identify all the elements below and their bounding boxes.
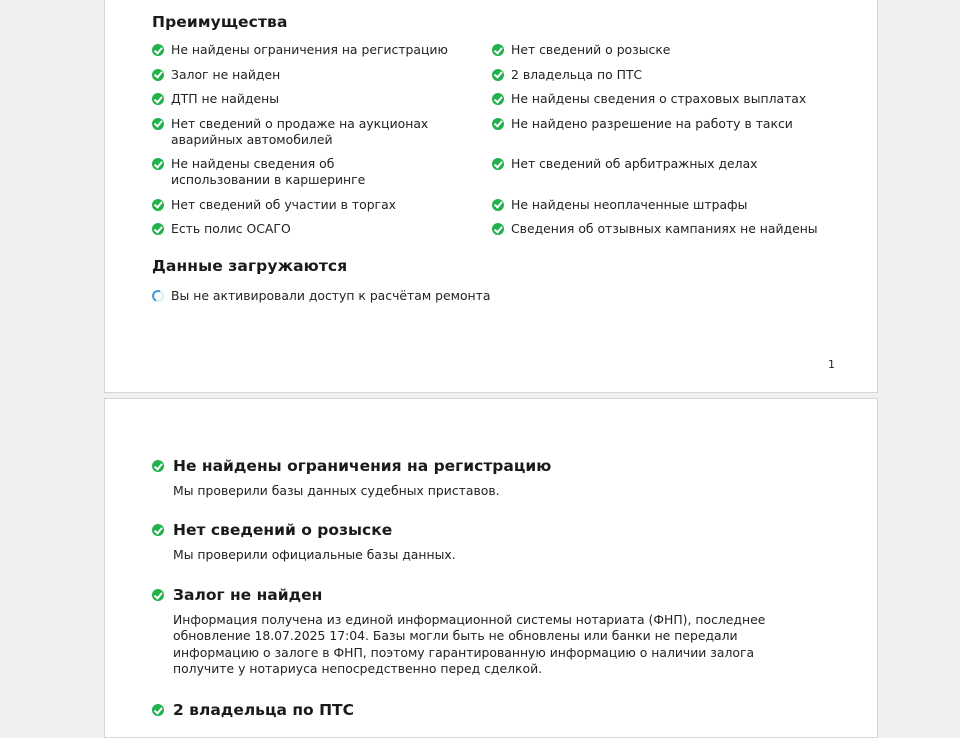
advantage-label: Нет сведений об арбитражных делах: [511, 156, 758, 171]
advantages-title: Преимущества: [152, 13, 288, 31]
advantage-item: [492, 42, 832, 67]
detail-description: Мы проверили официальные базы данных.: [173, 547, 456, 562]
advantage-item: [152, 42, 492, 67]
check-circle-icon: [152, 44, 164, 56]
check-circle-icon: [492, 158, 504, 170]
advantage-label: Нет сведений об участии в торгах: [171, 196, 396, 212]
advantage-label: Не найдены сведения об использовании в каршеринге: [171, 156, 366, 187]
check-circle-icon: [152, 223, 164, 235]
check-circle-icon: [152, 589, 164, 601]
advantage-item: [492, 116, 832, 157]
advantage-item: [152, 67, 492, 92]
detail-registration: [152, 457, 812, 499]
advantage-item: [492, 67, 832, 92]
advantage-label: Нет сведений о розыске: [511, 42, 671, 57]
detail-title: Нет сведений о розыске: [173, 521, 393, 539]
loading-title: Данные загружаются: [152, 257, 348, 275]
check-circle-icon: [152, 118, 164, 130]
advantage-label: Есть полис ОСАГО: [171, 221, 291, 236]
detail-title: Не найдены ограничения на регистрацию: [173, 457, 552, 475]
advantage-label: Не найдены ограничения на регистрацию: [171, 42, 448, 57]
check-circle-icon: [152, 199, 164, 211]
advantage-label: Не найдены сведения о страховых выплатах: [511, 91, 807, 106]
check-circle-icon: [492, 93, 504, 105]
check-circle-icon: [492, 223, 504, 235]
check-circle-icon: [492, 118, 504, 130]
advantage-item: [152, 221, 492, 246]
report-page-1: [104, 0, 878, 393]
detail-title: 2 владельца по ПТС: [173, 701, 355, 719]
advantage-item: [152, 197, 492, 222]
advantage-item: [152, 156, 492, 197]
detail-owners: [152, 701, 812, 719]
check-circle-icon: [152, 460, 164, 472]
page-number: 1: [828, 358, 835, 371]
advantage-label: Нет сведений о продаже на аукционах аварийных автомобилей: [171, 115, 429, 147]
detail-pledge: [152, 586, 812, 678]
check-circle-icon: [492, 44, 504, 56]
detail-header: [152, 586, 812, 604]
advantage-item: [492, 221, 832, 246]
advantage-item: [152, 91, 492, 116]
check-circle-icon: [492, 199, 504, 211]
advantage-label: 2 владельца по ПТС: [511, 66, 643, 82]
detail-description: Информация получена из единой информационной системы нотариата (ФНП), последнее обновление 18.07.2025 17:04. Базы могли быть не обновлены или банки не передали информацию о залоге в ФНП, поэтому гарантированную информацию о наличии залога получите у нотариуса непосредственно перед сделкой.: [173, 612, 766, 677]
advantage-item: [492, 156, 832, 197]
check-circle-icon: [152, 704, 164, 716]
advantage-label: Не найдено разрешение на работу в такси: [511, 115, 793, 131]
advantage-item: [492, 197, 832, 222]
detail-header: [152, 701, 812, 719]
check-circle-icon: [492, 69, 504, 81]
advantage-label: ДТП не найдены: [171, 91, 279, 106]
detail-header: [152, 521, 812, 539]
check-circle-icon: [152, 93, 164, 105]
advantages-list: [152, 42, 832, 246]
check-circle-icon: [152, 69, 164, 81]
advantage-label: Не найдены неоплаченные штрафы: [511, 196, 748, 212]
loading-item-label: Вы не активировали доступ к расчётам ремонта: [171, 288, 491, 303]
detail-title: Залог не найден: [173, 586, 323, 604]
detail-wanted: [152, 521, 812, 563]
detail-header: [152, 457, 812, 475]
loading-spinner-icon: [150, 288, 165, 303]
check-circle-icon: [152, 524, 164, 536]
advantage-label: Залог не найден: [171, 66, 281, 82]
report-page-2: [104, 398, 878, 738]
advantage-label: Сведения об отзывных кампаниях не найдены: [511, 221, 818, 236]
check-circle-icon: [152, 158, 164, 170]
detail-description: Мы проверили базы данных судебных приставов.: [173, 483, 500, 498]
advantage-item: [492, 91, 832, 116]
advantage-item: [152, 116, 492, 157]
loading-item: [152, 288, 490, 303]
